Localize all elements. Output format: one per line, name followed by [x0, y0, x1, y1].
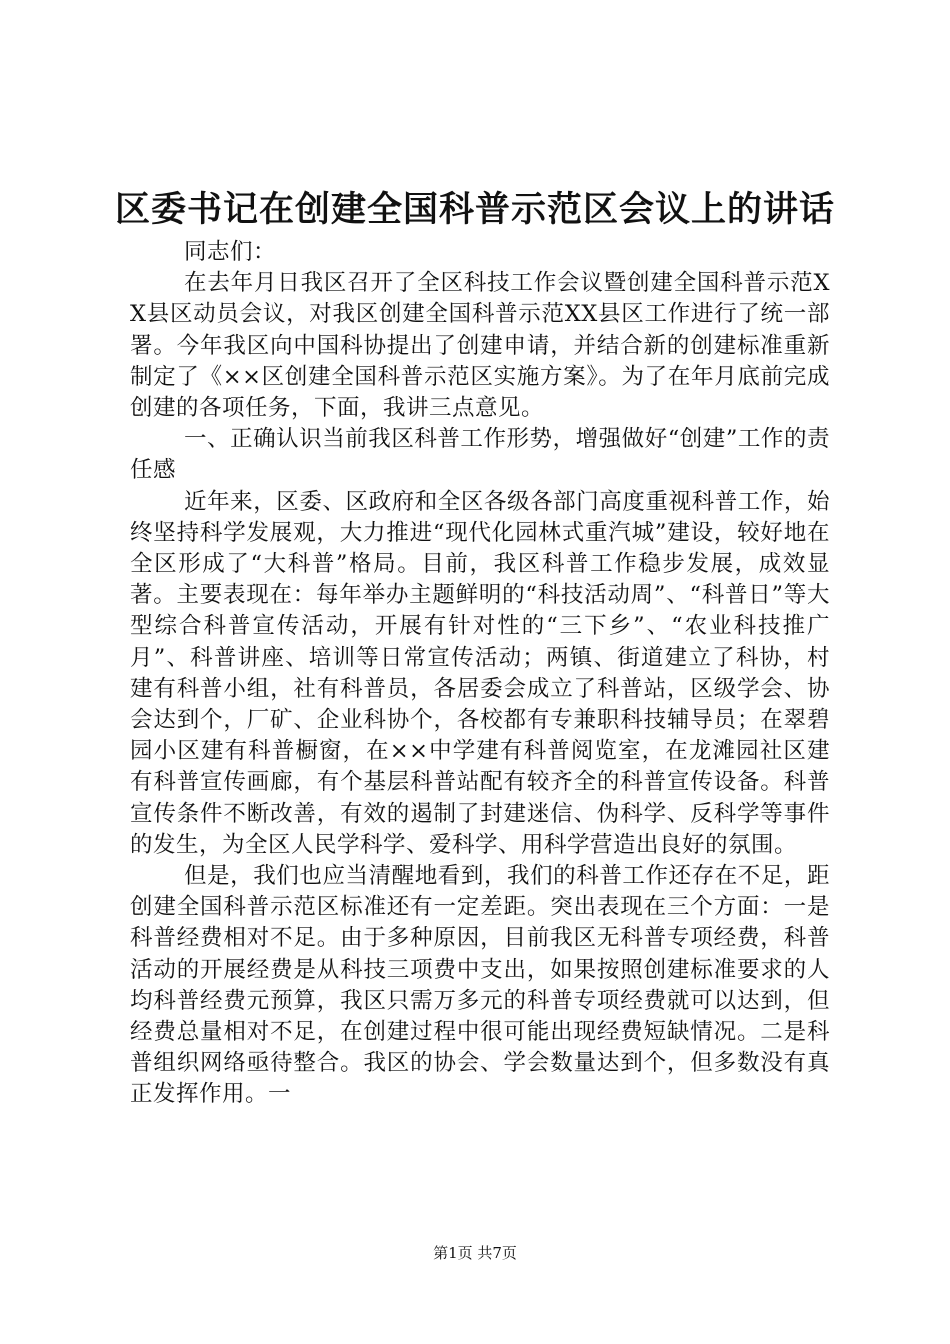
section-heading-1: 一、正确认识当前我区科普工作形势，增强做好“创建”工作的责任感	[130, 426, 830, 484]
document-title: 区委书记在创建全国科普示范区会议上的讲话	[114, 189, 835, 230]
paragraph-intro: 在去年月日我区召开了全区科技工作会议暨创建全国科普示范XX县区动员会议，对我区创建全国科普示范XX县区工作进行了统一部署。今年我区向中国科协提出了创建申请，并结合新的创建标准重新制定了《××区创建全国科普示范区实施方案》。为了在年月底前完成创建的各项任务，下面，我讲三点意见。	[130, 270, 830, 422]
document-body	[130, 237, 830, 1111]
paragraph-salutation: 同志们：	[184, 239, 277, 265]
page-footer: 第1页 共7页	[433, 1244, 517, 1262]
paragraph-shortcomings: 但是，我们也应当清醒地看到，我们的科普工作还存在不足，距创建全国科普示范区标准还有一定差距。突出表现在三个方面：一是科普经费相对不足。由于多种原因，目前我区无科普专项经费，科普活动的开展经费是从科技三项费中支出，如果按照创建标准要求的人均科普经费元预算，我区只需万多元的科普专项经费就可以达到，但经费总量相对不足，在创建过程中很可能出现经费短缺情况。二是科普组织网络亟待整合。我区的协会、学会数量达到个，但多数没有真正发挥作用。一	[130, 863, 830, 1108]
paragraph-achievements: 近年来，区委、区政府和全区各级各部门高度重视科普工作，始终坚持科学发展观，大力推进“现代化园林式重汽城”建设，较好地在全区形成了“大科普”格局。目前，我区科普工作稳步发展，成效显著。主要表现在：每年举办主题鲜明的“科技活动周”、“科普日”等大型综合科普宣传活动，开展有针对性的“三下乡”、“农业科技推广月”、科普讲座、培训等日常宣传活动；两镇、街道建立了科协，村建有科普小组，社有科普员，各居委会成立了科普站，区级学会、协会达到个，厂矿、企业科协个，各校都有专兼职科技辅导员；在翠碧园小区建有科普橱窗，在××中学建有科普阅览室，在龙滩园社区建有科普宣传画廊，有个基层科普站配有较齐全的科普宣传设备。科普宣传条件不断改善，有效的遏制了封建迷信、伪科学、反科学等事件的发生，为全区人民学科学、爱科学、用科学营造出良好的氛围。	[130, 488, 830, 858]
